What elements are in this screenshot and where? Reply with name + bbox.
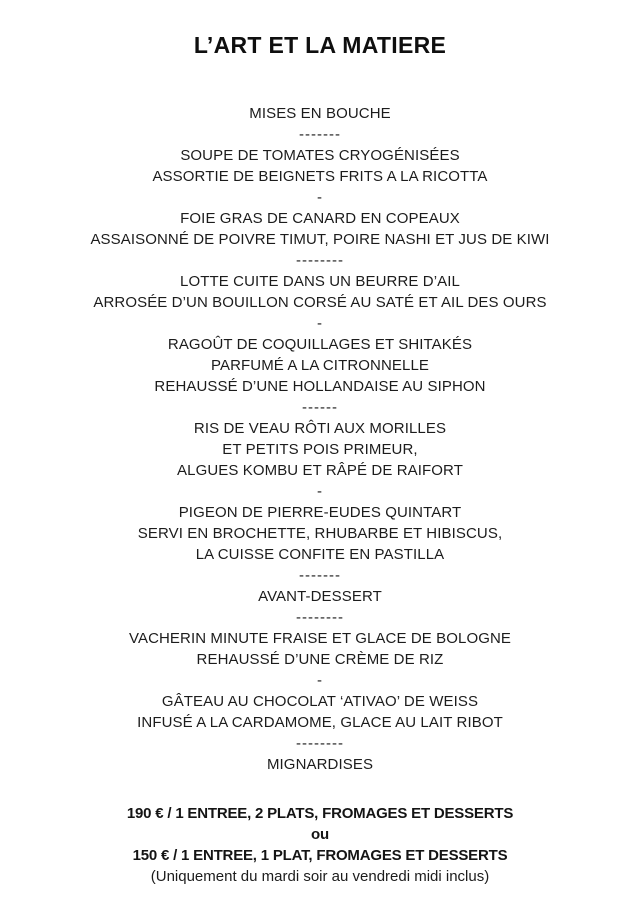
separator-line: - xyxy=(317,672,323,689)
menu-line: PIGEON DE PIERRE-EUDES QUINTART xyxy=(178,504,462,521)
separator-line: - xyxy=(317,315,323,332)
price-option-2: 150 € / 1 ENTREE, 1 PLAT, FROMAGES ET DESSERTS xyxy=(132,847,508,864)
menu-line: LA CUISSE CONFITE EN PASTILLA xyxy=(195,546,445,563)
menu-line: VACHERIN MINUTE FRAISE ET GLACE DE BOLOGNE xyxy=(128,630,512,647)
separator-line: ------ xyxy=(302,399,338,416)
separator-line: - xyxy=(317,483,323,500)
separator-line: ------- xyxy=(299,126,341,143)
menu-line: GÂTEAU AU CHOCOLAT ‘ATIVAO’ DE WEISS xyxy=(161,693,479,710)
menu-line: RAGOÛT DE COQUILLAGES ET SHITAKÉS xyxy=(167,336,473,353)
menu-line: SOUPE DE TOMATES CRYOGÉNISÉES xyxy=(180,147,460,164)
section-heading: MIGNARDISES xyxy=(266,756,374,773)
separator-line: ------- xyxy=(299,567,341,584)
menu-line: INFUSÉ A LA CARDAMOME, GLACE AU LAIT RIBOT xyxy=(137,714,503,731)
menu-line: PARFUMÉ A LA CITRONNELLE xyxy=(210,357,430,374)
separator-line: - xyxy=(317,189,323,206)
menu-line: ARROSÉE D’UN BOUILLON CORSÉ AU SATÉ ET AIL DES OURS xyxy=(93,294,547,311)
pricing-block xyxy=(0,803,640,887)
menu-line: REHAUSSÉ D’UNE HOLLANDAISE AU SIPHON xyxy=(154,378,486,395)
menu-line: RIS DE VEAU RÔTI AUX MORILLES xyxy=(193,420,447,437)
section-heading: MISES EN BOUCHE xyxy=(249,105,391,122)
price-option-1: 190 € / 1 ENTREE, 2 PLATS, FROMAGES ET DESSERTS xyxy=(126,805,514,822)
menu-line: ALGUES KOMBU ET RÂPÉ DE RAIFORT xyxy=(177,462,463,479)
menu-line: ET PETITS POIS PRIMEUR, xyxy=(222,441,418,458)
menu-line: REHAUSSÉ D’UNE CRÈME DE RIZ xyxy=(196,651,444,668)
menu-line: SERVI EN BROCHETTE, RHUBARBE ET HIBISCUS, xyxy=(137,525,503,542)
price-note: (Uniquement du mardi soir au vendredi midi inclus) xyxy=(150,868,490,885)
menu-body xyxy=(0,103,640,775)
separator-line: -------- xyxy=(296,609,344,626)
separator-line: -------- xyxy=(296,735,344,752)
menu-line: LOTTE CUITE DANS UN BEURRE D’AIL xyxy=(180,273,460,290)
menu-line: FOIE GRAS DE CANARD EN COPEAUX xyxy=(180,210,460,227)
price-conjunction: ou xyxy=(311,826,329,843)
section-heading: AVANT-DESSERT xyxy=(258,588,382,605)
menu-line: ASSORTIE DE BEIGNETS FRITS A LA RICOTTA xyxy=(152,168,488,185)
separator-line: -------- xyxy=(296,252,344,269)
page-title: L’ART ET LA MATIERE xyxy=(193,32,447,58)
menu-line: ASSAISONNÉ DE POIVRE TIMUT, POIRE NASHI ET JUS DE KIWI xyxy=(90,231,550,248)
